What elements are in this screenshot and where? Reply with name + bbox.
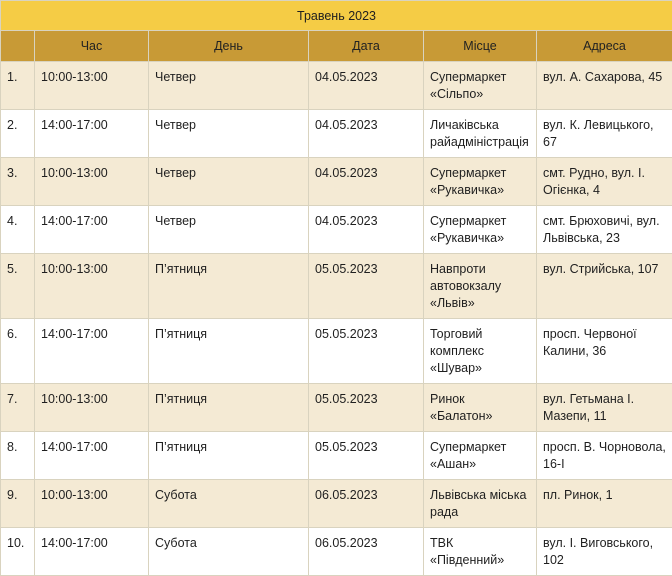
address-cell: просп. В. Чорновола, 16-І (537, 432, 672, 480)
table-row (1, 384, 672, 432)
column-header-address: Адреса (537, 31, 672, 62)
date-cell: 05.05.2023 (309, 319, 424, 384)
header-row (1, 31, 672, 62)
place-cell: Супермаркет «Рукавичка» (424, 206, 537, 254)
table-row (1, 158, 672, 206)
place-cell: Ринок «Балатон» (424, 384, 537, 432)
address-cell: пл. Ринок, 1 (537, 480, 672, 528)
table-body (1, 62, 672, 576)
place-cell: Супермаркет «Рукавичка» (424, 158, 537, 206)
day-cell: П’ятниця (149, 254, 309, 319)
row-number: 2. (1, 110, 35, 158)
column-header-place: Місце (424, 31, 537, 62)
day-cell: Четвер (149, 206, 309, 254)
time-cell: 10:00-13:00 (35, 480, 149, 528)
day-cell: Четвер (149, 110, 309, 158)
table-title: Травень 2023 (1, 1, 672, 31)
row-number: 8. (1, 432, 35, 480)
date-cell: 04.05.2023 (309, 110, 424, 158)
row-number: 1. (1, 62, 35, 110)
table-row (1, 254, 672, 319)
row-number: 5. (1, 254, 35, 319)
address-cell: смт. Рудно, вул. І. Огієнка, 4 (537, 158, 672, 206)
row-number: 4. (1, 206, 35, 254)
row-number: 9. (1, 480, 35, 528)
date-cell: 04.05.2023 (309, 158, 424, 206)
table-row (1, 206, 672, 254)
day-cell: Субота (149, 528, 309, 576)
address-cell: вул. І. Виговського, 102 (537, 528, 672, 576)
time-cell: 14:00-17:00 (35, 319, 149, 384)
table-row (1, 319, 672, 384)
time-cell: 14:00-17:00 (35, 528, 149, 576)
place-cell: Супермаркет «Ашан» (424, 432, 537, 480)
date-cell: 05.05.2023 (309, 384, 424, 432)
table-row (1, 480, 672, 528)
table-row (1, 62, 672, 110)
place-cell: Супермаркет «Сільпо» (424, 62, 537, 110)
place-cell: Львівська міська рада (424, 480, 537, 528)
time-cell: 10:00-13:00 (35, 384, 149, 432)
day-cell: Четвер (149, 158, 309, 206)
row-number: 10. (1, 528, 35, 576)
address-cell: вул. К. Левицького, 67 (537, 110, 672, 158)
title-row (1, 1, 672, 31)
place-cell: Навпроти автовокзалу «Львів» (424, 254, 537, 319)
date-cell: 06.05.2023 (309, 480, 424, 528)
time-cell: 14:00-17:00 (35, 110, 149, 158)
column-header-day: День (149, 31, 309, 62)
day-cell: П’ятниця (149, 384, 309, 432)
date-cell: 04.05.2023 (309, 62, 424, 110)
row-number: 6. (1, 319, 35, 384)
address-cell: вул. А. Сахарова, 45 (537, 62, 672, 110)
address-cell: смт. Брюховичі, вул. Львівська, 23 (537, 206, 672, 254)
address-cell: вул. Стрийська, 107 (537, 254, 672, 319)
time-cell: 10:00-13:00 (35, 158, 149, 206)
place-cell: ТВК «Південний» (424, 528, 537, 576)
column-header-number (1, 31, 35, 62)
date-cell: 06.05.2023 (309, 528, 424, 576)
table-row (1, 110, 672, 158)
address-cell: просп. Червоної Калини, 36 (537, 319, 672, 384)
place-cell: Личаківська райадміністрація (424, 110, 537, 158)
date-cell: 05.05.2023 (309, 432, 424, 480)
time-cell: 14:00-17:00 (35, 432, 149, 480)
date-cell: 05.05.2023 (309, 254, 424, 319)
table-row (1, 432, 672, 480)
place-cell: Торговий комплекс «Шувар» (424, 319, 537, 384)
time-cell: 14:00-17:00 (35, 206, 149, 254)
time-cell: 10:00-13:00 (35, 254, 149, 319)
time-cell: 10:00-13:00 (35, 62, 149, 110)
date-cell: 04.05.2023 (309, 206, 424, 254)
day-cell: Четвер (149, 62, 309, 110)
day-cell: Субота (149, 480, 309, 528)
column-header-date: Дата (309, 31, 424, 62)
day-cell: П’ятниця (149, 432, 309, 480)
column-header-time: Час (35, 31, 149, 62)
row-number: 7. (1, 384, 35, 432)
address-cell: вул. Гетьмана І. Мазепи, 11 (537, 384, 672, 432)
day-cell: П’ятниця (149, 319, 309, 384)
row-number: 3. (1, 158, 35, 206)
table-row (1, 528, 672, 576)
